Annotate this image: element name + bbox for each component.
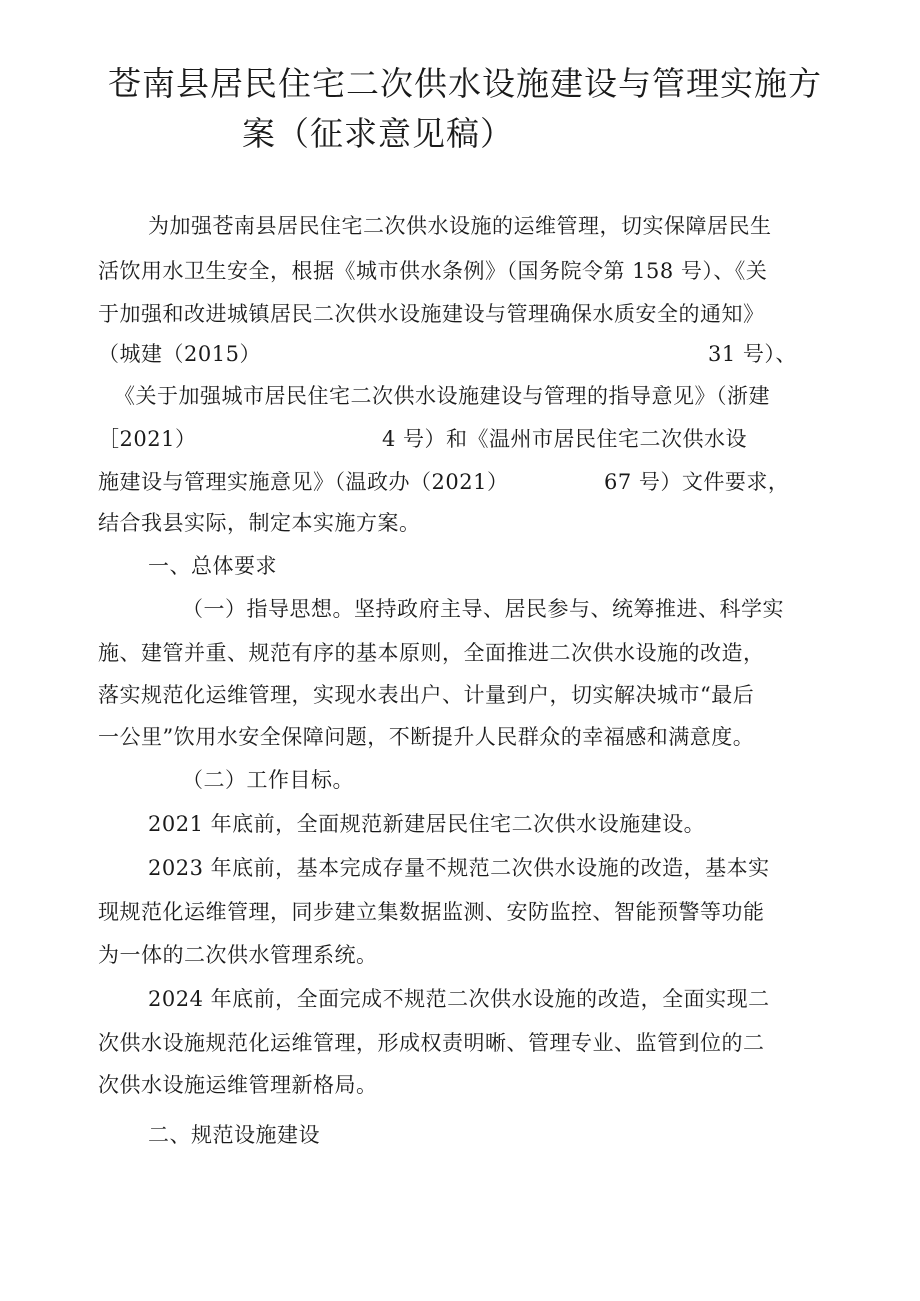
intro-line-2: 活饮用水卫生安全，根据《城市供水条例》（国务院令第 158 号）、《关 [98, 259, 768, 283]
intro-line-8: 结合我县实际，制定本实施方案。 [98, 511, 421, 535]
intro-line-3: 于加强和改进城镇居民二次供水设施建设与管理确保水质安全的通知》 [98, 302, 765, 326]
intro-line-7-start: 施建设与管理实施意见》（温政办（2021） [98, 470, 509, 494]
intro-line-1: 为加强苍南县居民住宅二次供水设施的运维管理，切实保障居民生 [148, 214, 772, 238]
document-title-line-2: 案（征求意见稿） [242, 114, 514, 153]
goal-2024-line-1: 2024 年底前，全面完成不规范二次供水设施的改造，全面实现二 [148, 987, 770, 1011]
goal-2024-line-2: 次供水设施规范化运维管理，形成权责明晰、管理专业、监管到位的二 [98, 1031, 765, 1055]
goals-heading: （二）工作目标。 [182, 768, 354, 792]
goal-2023-line-1: 2023 年底前，基本完成存量不规范二次供水设施的改造，基本实 [148, 856, 770, 880]
section-1-heading: 一、总体要求 [148, 554, 277, 578]
guide-line-2: 施、建管并重、规范有序的基本原则，全面推进二次供水设施的改造， [98, 641, 765, 665]
guide-line-1: （一）指导思想。坚持政府主导、居民参与、统筹推进、科学实 [182, 597, 784, 621]
intro-line-6-end: 4 号）和《温州市居民住宅二次供水设 [382, 427, 748, 451]
goal-2024-line-3: 次供水设施运维管理新格局。 [98, 1073, 378, 1097]
intro-line-7-end: 67 号）文件要求， [604, 470, 790, 494]
intro-line-5: 《关于加强城市居民住宅二次供水设施建设与管理的指导意见》（浙建 [114, 384, 770, 408]
guide-line-4: 一公里”饮用水安全保障问题，不断提升人民群众的幸福感和满意度。 [98, 725, 755, 749]
guide-line-3: 落实规范化运维管理，实现水表出户、计量到户，切实解决城市“最后 [98, 683, 755, 707]
goal-2021: 2021 年底前，全面规范新建居民住宅二次供水设施建设。 [148, 812, 706, 836]
intro-line-4-start: （城建（2015） [98, 342, 261, 366]
goal-2023-line-3: 为一体的二次供水管理系统。 [98, 943, 378, 967]
intro-line-4-end: 31 号）、 [708, 342, 797, 366]
goal-2023-line-2: 现规范化运维管理，同步建立集数据监测、安防监控、智能预警等功能 [98, 900, 765, 924]
document-title-line-1: 苍南县居民住宅二次供水设施建设与管理实施方 [108, 64, 822, 103]
section-2-heading: 二、规范设施建设 [148, 1123, 320, 1147]
intro-line-6-start: ［2021） [98, 427, 197, 451]
